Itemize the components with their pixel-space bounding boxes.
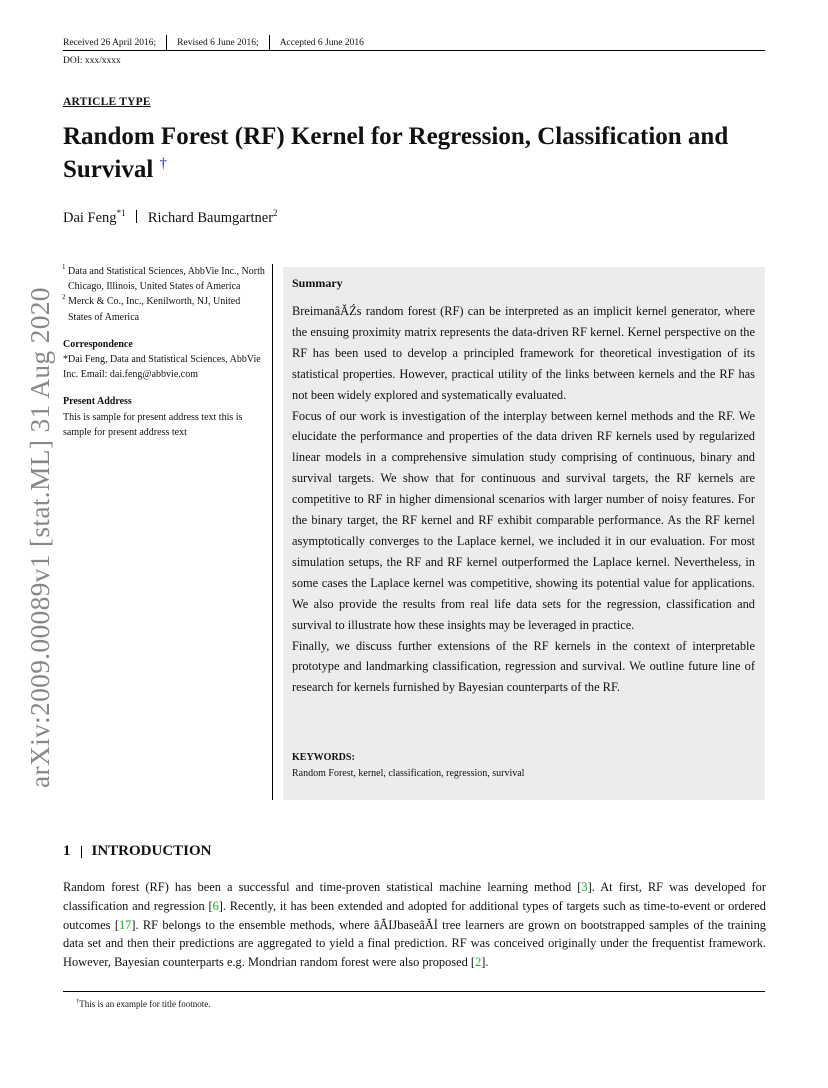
section-divider (81, 846, 82, 858)
text-span: ]. (481, 955, 489, 970)
text-span: ]. Recently, it has been extended and adopted for additional types of targets such as time-to-event or ordered outcomes [ (63, 898, 766, 932)
received-date: Received 26 April 2016; (63, 38, 157, 48)
arxiv-stamp[interactable]: arXiv:2009.00089v1 [stat.ML] 31 Aug 2020 (24, 287, 55, 788)
publication-dates (63, 36, 364, 50)
present-address-text: This is sample for present address text this is sample for present address text (63, 411, 243, 438)
doi: DOI: xxx/xxxx (63, 56, 121, 66)
author-list (63, 208, 278, 227)
title-footnote-mark[interactable]: † (159, 155, 168, 172)
text-span: ]. At first, RF was developed for classification and regression [ (63, 880, 766, 913)
keywords-list: Random Forest, kernel, classification, regression, survival (292, 768, 525, 779)
section-number: 1 (63, 843, 71, 859)
column-divider (272, 264, 273, 800)
author-affiliation-mark: 2 (273, 208, 278, 218)
summary-body (292, 301, 755, 698)
affiliation-number: 2 (62, 293, 66, 302)
affiliation (63, 294, 265, 324)
section-title: INTRODUCTION (91, 843, 212, 859)
introduction-body (63, 878, 766, 972)
title-footnote (76, 998, 210, 1009)
present-address-heading: Present Address (63, 396, 132, 408)
affiliation-text: Merck & Co., Inc., Kenilworth, NJ, United States of America (68, 296, 241, 323)
keywords-heading: KEYWORDS: (292, 752, 355, 763)
author-name: Richard Baumgartner (147, 209, 274, 226)
paper-title (63, 120, 763, 186)
summary-heading: Summary (292, 276, 343, 290)
correspondence-text: *Dai Feng, Data and Statistical Sciences, AbbVie Inc. Email: dai.feng@abbvie.com (63, 354, 261, 381)
citation-link[interactable]: 3 (581, 880, 588, 894)
article-type: ARTICLE TYPE (63, 96, 151, 108)
paper-title-text: Random Forest (RF) Kernel for Regression, Classification and Survival (63, 123, 729, 183)
header-divider (166, 35, 167, 51)
citation-link[interactable]: 2 (475, 955, 482, 970)
citation-link[interactable]: 6 (212, 898, 219, 913)
summary-paragraph: Finally, we discuss further extensions of the RF kernels in the context of interpretable prototype and landmarking classification, regression and survival. We outline future line of research for kernels furnished by Bayesian counterparts of the RF. (292, 638, 755, 695)
affiliation-number: 1 (62, 263, 66, 271)
accepted-date: Accepted 6 June 2016 (279, 38, 364, 48)
footnote-rule (63, 991, 765, 992)
revised-date: Revised 6 June 2016; (177, 38, 259, 48)
correspondence-heading: Correspondence (63, 338, 133, 350)
sidebar-metadata (63, 264, 265, 440)
text-span: Random forest (RF) has been a successful and time-proven statistical machine learning method [ (63, 880, 582, 894)
summary-paragraph: BreimanâĂŹs random forest (RF) can be interpreted as an implicit kernel generator, where the ensuing proximity matrix represents the data-driven RF kernel. Kernel perspective on the RF has been used to develop a principled framework for theoretical investigation of its statistical properties. However, practical utility of the links between kernels and the RF has not been widely explored and systematically evaluated. (292, 304, 755, 402)
introduction-paragraph (63, 878, 766, 972)
header-rule (63, 50, 765, 51)
affiliation (63, 264, 265, 294)
footnote-text: This is an example for title footnote. (79, 999, 211, 1009)
footnote-mark: † (76, 998, 80, 1005)
affiliation-text: Data and Statistical Sciences, AbbVie Inc., North Chicago, Illinois, United States of America (68, 266, 265, 293)
summary-paragraph: Focus of our work is investigation of the interplay between kernel methods and the RF. We elucidate the performance and properties of the data driven RF kernels used by regularized linear models in a comprehensive simulation study comprising of continuous, binary and survival targets. We show that for continuous and survival targets, the RF kernels are competitive to RF in higher dimensional scenarios with larger number of noisy features. For the binary target, the RF kernel and RF exhibit comparable performance. As the RF kernel asymptotically converges to the Laplace kernel, we included it in our evaluation. For most simulation setups, the RF and RF kernel outperformed the Laplace kernel. Nevertheless, in some cases the Laplace kernel was competitive, showing its potential value for applications. We also provide the results from real life data sets for the regression, classification and survival to illustrate how these insights may be leveraged in practice. (292, 408, 755, 632)
summary-box (283, 267, 765, 800)
citation-link[interactable]: 17 (118, 917, 132, 932)
author-affiliation-mark: *1 (116, 208, 126, 218)
text-span: ]. RF belongs to the ensemble methods, where âĂIJbaseâĂİ tree learners are grown on bootstrapped samples of the training data set and then their predictions are aggregated to yield a final prediction. RF was conceived originally under the frequentist framework. However, Bayesian counterparts e.g. Mondrian random forest were also proposed [ (63, 917, 766, 970)
section-heading (63, 843, 212, 860)
header-divider (269, 35, 270, 51)
author-divider (136, 210, 137, 223)
author-name: Dai Feng (63, 209, 117, 226)
